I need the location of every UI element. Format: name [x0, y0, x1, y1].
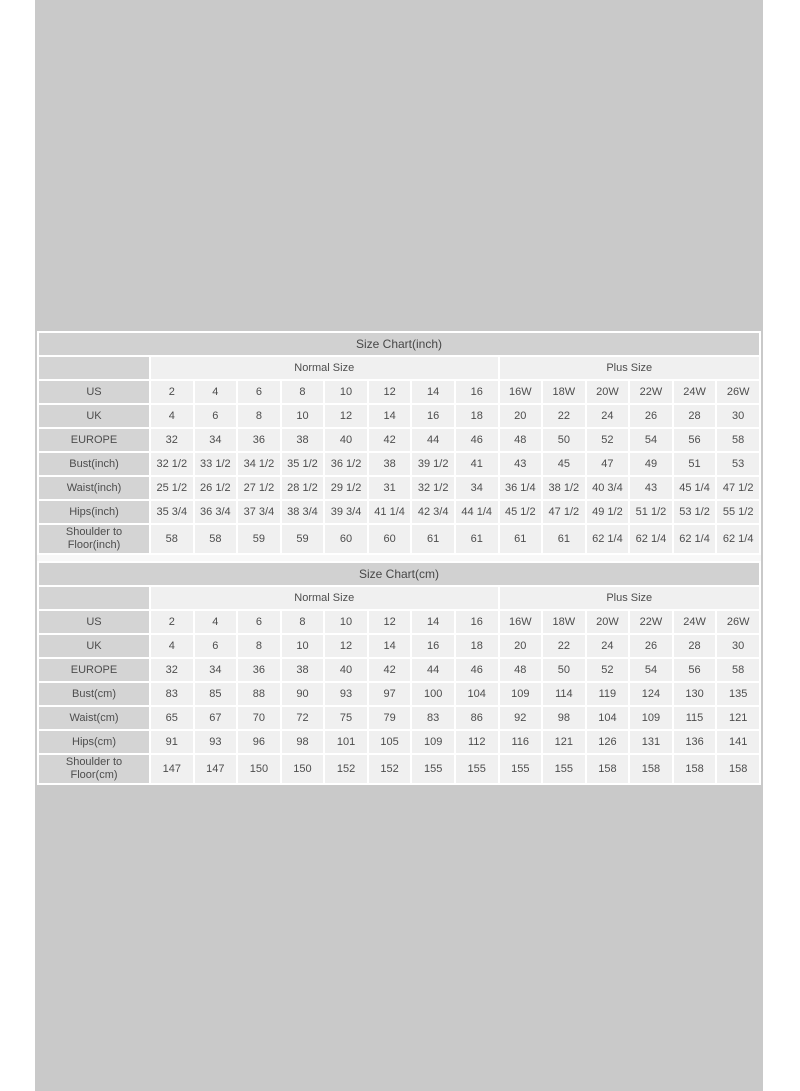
- table-cell: 61: [456, 525, 498, 553]
- table-cell: 16W: [500, 381, 542, 403]
- table-cell: 155: [543, 755, 585, 783]
- table-cell: 36 1/4: [500, 477, 542, 499]
- table-cell: 59: [282, 525, 324, 553]
- table-cell: 49: [630, 453, 672, 475]
- table-cell: 119: [587, 683, 629, 705]
- table-cell: 24W: [674, 611, 716, 633]
- table-cell: 158: [674, 755, 716, 783]
- table-cell: 36 1/2: [325, 453, 367, 475]
- table-cell: 33 1/2: [195, 453, 237, 475]
- table-cell: 75: [325, 707, 367, 729]
- table-cell: 22W: [630, 611, 672, 633]
- column-group-header: Plus Size: [500, 357, 760, 379]
- table-title: Size Chart(inch): [39, 333, 759, 355]
- table-cell: 38: [282, 429, 324, 451]
- table-cell: 152: [325, 755, 367, 783]
- table-cell: 124: [630, 683, 672, 705]
- table-cell: 101: [325, 731, 367, 753]
- table-cell: 72: [282, 707, 324, 729]
- table-cell: 43: [500, 453, 542, 475]
- table-cell: 51 1/2: [630, 501, 672, 523]
- row-label: Waist(inch): [39, 477, 149, 499]
- table-cell: 92: [500, 707, 542, 729]
- table-cell: 152: [369, 755, 411, 783]
- table-cell: 109: [630, 707, 672, 729]
- row-label: Shoulder to Floor(inch): [39, 525, 149, 553]
- row-label: Shoulder to Floor(cm): [39, 755, 149, 783]
- row-label: UK: [39, 405, 149, 427]
- table-cell: 85: [195, 683, 237, 705]
- table-cell: 29 1/2: [325, 477, 367, 499]
- table-cell: 121: [717, 707, 759, 729]
- table-cell: 20W: [587, 381, 629, 403]
- table-cell: 62 1/4: [674, 525, 716, 553]
- table-cell: 79: [369, 707, 411, 729]
- table-cell: 158: [717, 755, 759, 783]
- table-cell: 6: [238, 381, 280, 403]
- table-cell: 16: [456, 611, 498, 633]
- table-cell: 114: [543, 683, 585, 705]
- table-cell: 49 1/2: [587, 501, 629, 523]
- table-cell: 38: [282, 659, 324, 681]
- corner-cell: [39, 357, 149, 379]
- table-cell: 47: [587, 453, 629, 475]
- size-chart-cm-table: [37, 561, 761, 785]
- table-cell: 12: [369, 381, 411, 403]
- table-cell: 46: [456, 659, 498, 681]
- table-cell: 28: [674, 405, 716, 427]
- table-cell: 131: [630, 731, 672, 753]
- table-cell: 26W: [717, 611, 759, 633]
- table-cell: 36 3/4: [195, 501, 237, 523]
- table-cell: 38: [369, 453, 411, 475]
- table-cell: 150: [238, 755, 280, 783]
- table-cell: 36: [238, 659, 280, 681]
- table-cell: 50: [543, 429, 585, 451]
- table-cell: 22: [543, 635, 585, 657]
- table-cell: 52: [587, 429, 629, 451]
- table-cell: 34: [195, 659, 237, 681]
- table-cell: 41 1/4: [369, 501, 411, 523]
- table-cell: 10: [282, 635, 324, 657]
- table-cell: 109: [412, 731, 454, 753]
- table-cell: 100: [412, 683, 454, 705]
- table-cell: 14: [412, 381, 454, 403]
- table-cell: 56: [674, 429, 716, 451]
- table-cell: 58: [151, 525, 193, 553]
- table-cell: 14: [369, 405, 411, 427]
- table-cell: 14: [412, 611, 454, 633]
- table-cell: 135: [717, 683, 759, 705]
- table-cell: 26: [630, 635, 672, 657]
- table-cell: 147: [195, 755, 237, 783]
- table-cell: 61: [543, 525, 585, 553]
- row-label: Bust(cm): [39, 683, 149, 705]
- table-cell: 44: [412, 659, 454, 681]
- row-label: Hips(inch): [39, 501, 149, 523]
- table-cell: 55 1/2: [717, 501, 759, 523]
- column-group-header: Normal Size: [151, 357, 498, 379]
- table-row: [39, 611, 759, 633]
- table-cell: 62 1/4: [630, 525, 672, 553]
- table-cell: 20: [500, 635, 542, 657]
- table-cell: 34 1/2: [238, 453, 280, 475]
- table-cell: 141: [717, 731, 759, 753]
- table-cell: 2: [151, 611, 193, 633]
- table-cell: 58: [195, 525, 237, 553]
- table-cell: 58: [717, 429, 759, 451]
- table-cell: 32 1/2: [412, 477, 454, 499]
- table-cell: 115: [674, 707, 716, 729]
- table-cell: 150: [282, 755, 324, 783]
- table-cell: 6: [195, 405, 237, 427]
- table-cell: 16: [412, 635, 454, 657]
- row-label: Bust(inch): [39, 453, 149, 475]
- table-cell: 20: [500, 405, 542, 427]
- table-cell: 12: [369, 611, 411, 633]
- table-cell: 158: [587, 755, 629, 783]
- table-row: [39, 501, 759, 523]
- table-cell: 136: [674, 731, 716, 753]
- table-row: [39, 429, 759, 451]
- table-cell: 52: [587, 659, 629, 681]
- table-cell: 48: [500, 659, 542, 681]
- table-cell: 10: [325, 381, 367, 403]
- table-cell: 34: [195, 429, 237, 451]
- table-cell: 22: [543, 405, 585, 427]
- table-row: [39, 635, 759, 657]
- table-cell: 147: [151, 755, 193, 783]
- table-row: [39, 405, 759, 427]
- row-label: Hips(cm): [39, 731, 149, 753]
- table-cell: 62 1/4: [717, 525, 759, 553]
- table-cell: 47 1/2: [543, 501, 585, 523]
- table-cell: 18W: [543, 381, 585, 403]
- row-label: US: [39, 611, 149, 633]
- table-cell: 44 1/4: [456, 501, 498, 523]
- table-cell: 43: [630, 477, 672, 499]
- table-row: [39, 659, 759, 681]
- table-cell: 4: [151, 405, 193, 427]
- table-cell: 32: [151, 429, 193, 451]
- table-cell: 61: [412, 525, 454, 553]
- table-cell: 8: [282, 611, 324, 633]
- table-cell: 158: [630, 755, 672, 783]
- table-cell: 126: [587, 731, 629, 753]
- table-cell: 93: [325, 683, 367, 705]
- table-cell: 50: [543, 659, 585, 681]
- row-label: US: [39, 381, 149, 403]
- table-cell: 112: [456, 731, 498, 753]
- table-cell: 83: [412, 707, 454, 729]
- table-cell: 62 1/4: [587, 525, 629, 553]
- table-cell: 90: [282, 683, 324, 705]
- table-title: Size Chart(cm): [39, 563, 759, 585]
- table-cell: 67: [195, 707, 237, 729]
- table-cell: 58: [717, 659, 759, 681]
- table-cell: 14: [369, 635, 411, 657]
- table-cell: 121: [543, 731, 585, 753]
- table-cell: 38 3/4: [282, 501, 324, 523]
- table-cell: 24W: [674, 381, 716, 403]
- table-cell: 130: [674, 683, 716, 705]
- table-cell: 36: [238, 429, 280, 451]
- table-cell: 27 1/2: [238, 477, 280, 499]
- table-cell: 42: [369, 659, 411, 681]
- table-cell: 45 1/2: [500, 501, 542, 523]
- table-cell: 28 1/2: [282, 477, 324, 499]
- table-cell: 30: [717, 405, 759, 427]
- row-label: EUROPE: [39, 659, 149, 681]
- table-cell: 60: [325, 525, 367, 553]
- table-cell: 54: [630, 429, 672, 451]
- table-cell: 155: [412, 755, 454, 783]
- table-cell: 26W: [717, 381, 759, 403]
- table-cell: 45 1/4: [674, 477, 716, 499]
- table-cell: 25 1/2: [151, 477, 193, 499]
- row-label: EUROPE: [39, 429, 149, 451]
- table-cell: 104: [456, 683, 498, 705]
- table-cell: 10: [282, 405, 324, 427]
- table-cell: 88: [238, 683, 280, 705]
- table-row: [39, 755, 759, 783]
- table-row: [39, 683, 759, 705]
- table-cell: 91: [151, 731, 193, 753]
- table-cell: 40: [325, 659, 367, 681]
- table-cell: 70: [238, 707, 280, 729]
- table-cell: 8: [238, 635, 280, 657]
- table-cell: 98: [282, 731, 324, 753]
- table-cell: 42: [369, 429, 411, 451]
- table-cell: 40 3/4: [587, 477, 629, 499]
- table-cell: 31: [369, 477, 411, 499]
- table-cell: 10: [325, 611, 367, 633]
- table-cell: 38 1/2: [543, 477, 585, 499]
- table-cell: 116: [500, 731, 542, 753]
- table-cell: 24: [587, 635, 629, 657]
- table-cell: 8: [282, 381, 324, 403]
- table-row: [39, 381, 759, 403]
- table-cell: 105: [369, 731, 411, 753]
- table-cell: 32: [151, 659, 193, 681]
- table-cell: 60: [369, 525, 411, 553]
- table-cell: 16: [456, 381, 498, 403]
- table-cell: 16: [412, 405, 454, 427]
- table-cell: 51: [674, 453, 716, 475]
- table-row: [39, 525, 759, 553]
- table-cell: 96: [238, 731, 280, 753]
- table-cell: 54: [630, 659, 672, 681]
- table-cell: 86: [456, 707, 498, 729]
- table-cell: 8: [238, 405, 280, 427]
- column-group-header: Normal Size: [151, 587, 498, 609]
- table-cell: 35 1/2: [282, 453, 324, 475]
- table-cell: 83: [151, 683, 193, 705]
- table-cell: 44: [412, 429, 454, 451]
- table-cell: 35 3/4: [151, 501, 193, 523]
- table-row: [39, 731, 759, 753]
- table-cell: 53 1/2: [674, 501, 716, 523]
- table-cell: 12: [325, 635, 367, 657]
- table-cell: 39 3/4: [325, 501, 367, 523]
- table-cell: 42 3/4: [412, 501, 454, 523]
- table-cell: 34: [456, 477, 498, 499]
- table-cell: 97: [369, 683, 411, 705]
- table-cell: 61: [500, 525, 542, 553]
- table-cell: 155: [500, 755, 542, 783]
- table-row: [39, 453, 759, 475]
- table-cell: 155: [456, 755, 498, 783]
- table-cell: 39 1/2: [412, 453, 454, 475]
- table-cell: 18W: [543, 611, 585, 633]
- table-cell: 6: [195, 635, 237, 657]
- row-label: UK: [39, 635, 149, 657]
- table-cell: 4: [195, 611, 237, 633]
- size-chart-inch-table: [37, 331, 761, 555]
- table-cell: 26: [630, 405, 672, 427]
- table-cell: 93: [195, 731, 237, 753]
- row-label: Waist(cm): [39, 707, 149, 729]
- table-cell: 6: [238, 611, 280, 633]
- table-cell: 2: [151, 381, 193, 403]
- table-cell: 22W: [630, 381, 672, 403]
- table-cell: 18: [456, 405, 498, 427]
- table-cell: 56: [674, 659, 716, 681]
- corner-cell: [39, 587, 149, 609]
- table-cell: 48: [500, 429, 542, 451]
- table-cell: 41: [456, 453, 498, 475]
- table-cell: 32 1/2: [151, 453, 193, 475]
- gray-background-panel: [35, 0, 763, 1091]
- table-cell: 53: [717, 453, 759, 475]
- table-cell: 104: [587, 707, 629, 729]
- table-cell: 4: [151, 635, 193, 657]
- column-group-header: Plus Size: [500, 587, 760, 609]
- table-cell: 45: [543, 453, 585, 475]
- table-cell: 98: [543, 707, 585, 729]
- table-cell: 46: [456, 429, 498, 451]
- table-row: [39, 477, 759, 499]
- table-cell: 4: [195, 381, 237, 403]
- table-cell: 65: [151, 707, 193, 729]
- table-row: [39, 707, 759, 729]
- table-cell: 30: [717, 635, 759, 657]
- table-cell: 16W: [500, 611, 542, 633]
- table-cell: 47 1/2: [717, 477, 759, 499]
- table-cell: 12: [325, 405, 367, 427]
- table-cell: 18: [456, 635, 498, 657]
- table-cell: 24: [587, 405, 629, 427]
- table-cell: 109: [500, 683, 542, 705]
- table-cell: 59: [238, 525, 280, 553]
- table-cell: 26 1/2: [195, 477, 237, 499]
- table-cell: 40: [325, 429, 367, 451]
- table-cell: 37 3/4: [238, 501, 280, 523]
- table-cell: 20W: [587, 611, 629, 633]
- size-chart-stack: [35, 0, 763, 785]
- table-cell: 28: [674, 635, 716, 657]
